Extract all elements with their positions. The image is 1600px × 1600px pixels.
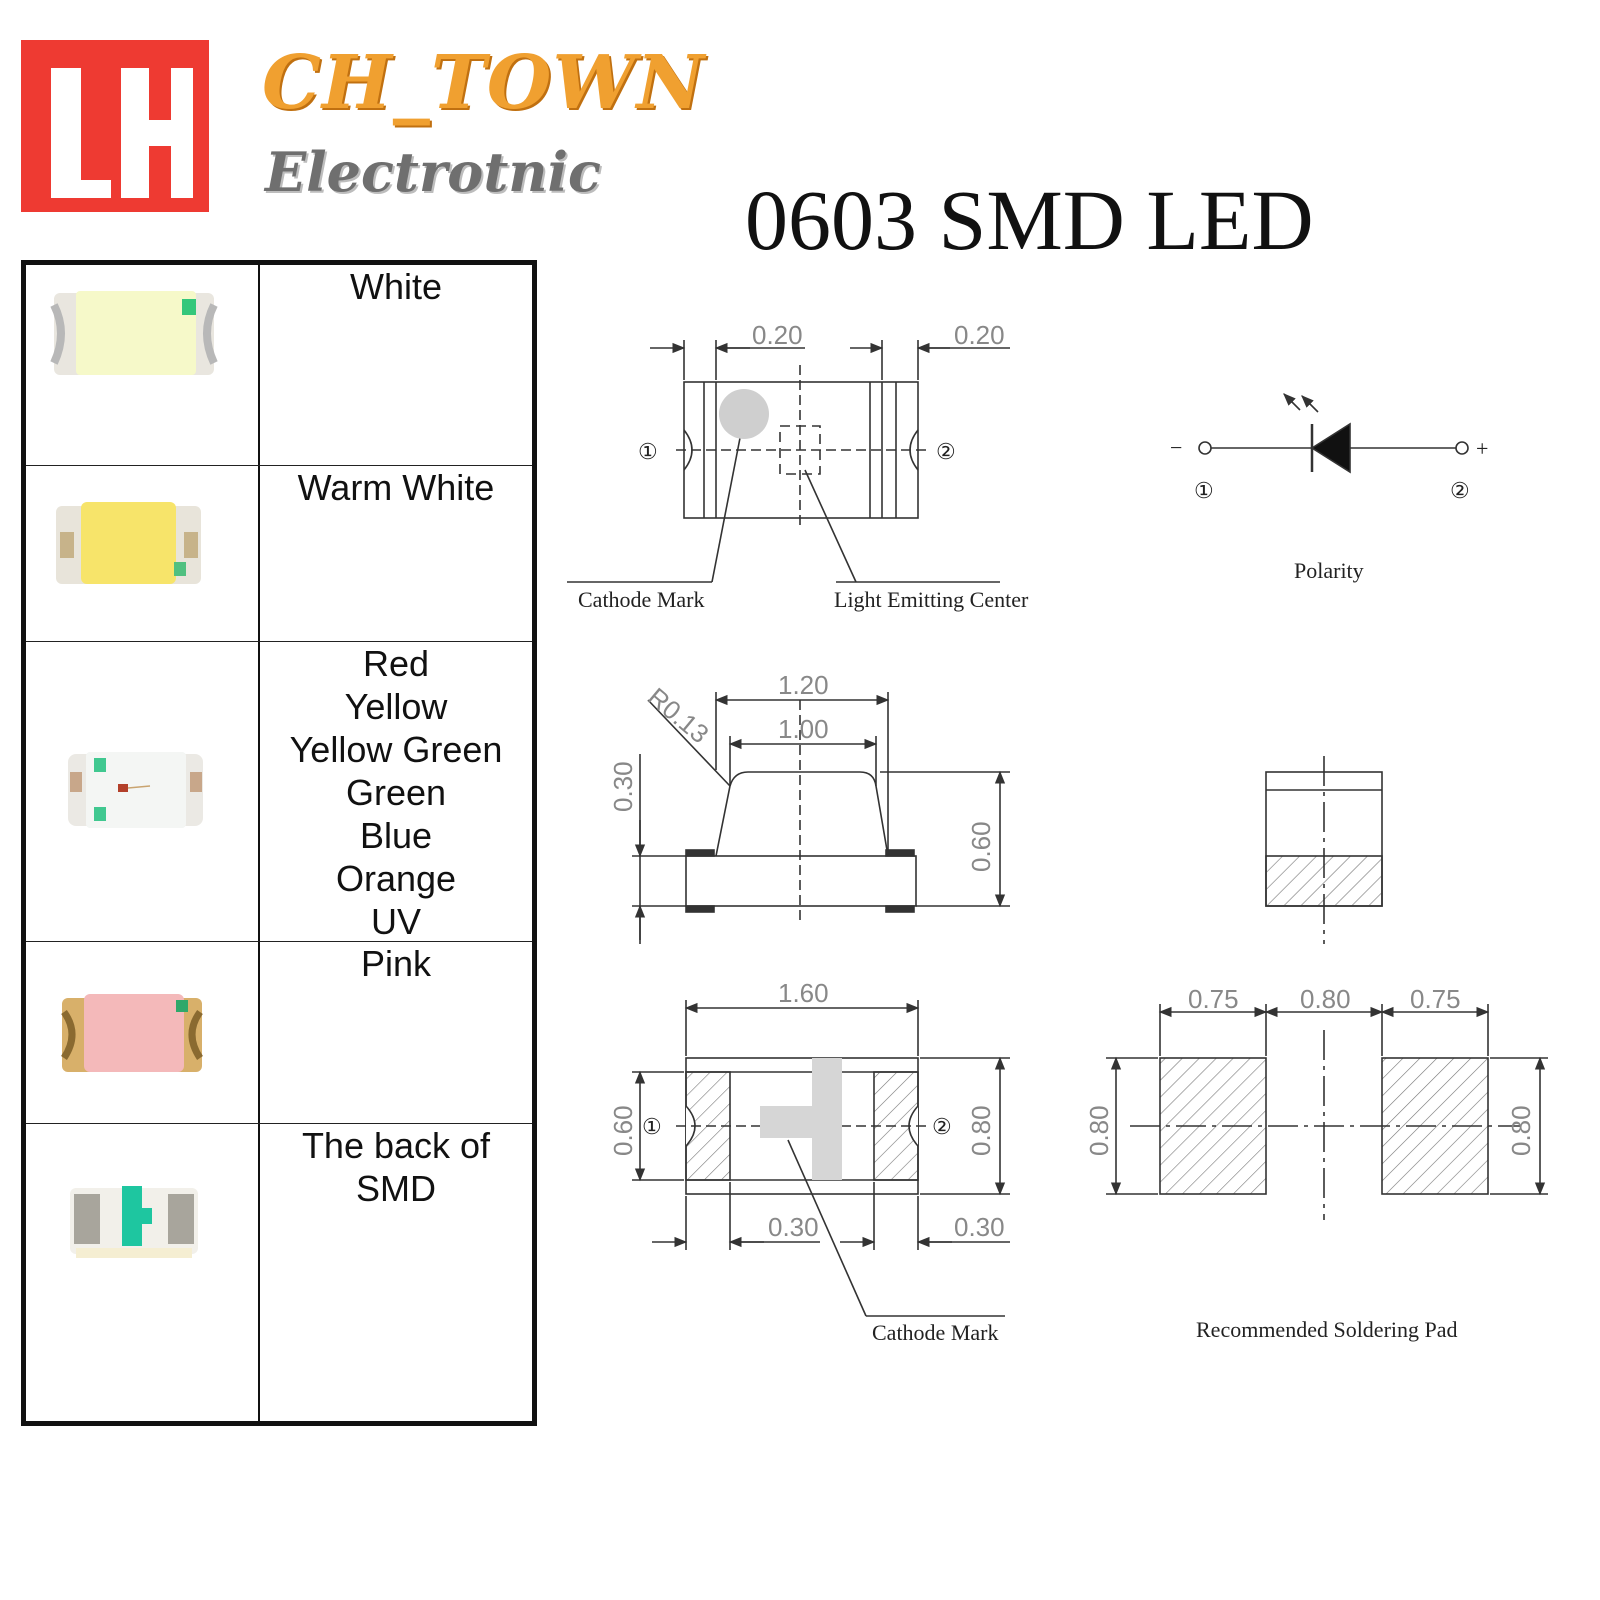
- polarity-pin-2: ②: [1450, 478, 1470, 503]
- bottom-cathode-label: Cathode Mark: [872, 1320, 999, 1345]
- color-line: Warm White: [297, 467, 495, 508]
- cathode-dot: [719, 389, 769, 439]
- brand-name: CH_TOWN: [262, 40, 706, 126]
- soldering-pad-drawing: [1106, 1004, 1548, 1220]
- end-view-drawing: [1266, 756, 1382, 944]
- cathode-mark-label: Cathode Mark: [578, 587, 705, 612]
- dim-top-right: 0.20: [954, 320, 1005, 350]
- dim-pad-height-right: 0.80: [1506, 1105, 1536, 1156]
- dim-pad-height-left: 0.80: [1084, 1105, 1114, 1156]
- polarity-pin-1: ①: [1194, 478, 1214, 503]
- brand-subtitle: Electrotnic: [265, 140, 601, 204]
- dim-lens-height: 0.30: [608, 761, 638, 812]
- dim-pad-left: 0.30: [768, 1212, 819, 1242]
- soldering-pad-label: Recommended Soldering Pad: [1196, 1317, 1458, 1342]
- color-line: White: [349, 266, 443, 307]
- dim-body-length: 1.60: [778, 978, 829, 1008]
- bottom-pin-2: ②: [932, 1114, 952, 1139]
- color-line: The back of: [301, 1125, 491, 1166]
- dim-width-inner: 1.00: [778, 714, 829, 744]
- color-line: Yellow Green: [289, 729, 503, 770]
- cathode-pad-shape: [760, 1058, 842, 1180]
- polarity-label: Polarity: [1294, 558, 1364, 583]
- color-line: Yellow: [344, 686, 448, 727]
- color-line: Green: [345, 772, 447, 813]
- bottom-pin-1: ①: [642, 1114, 662, 1139]
- polarity-plus: +: [1476, 436, 1489, 461]
- color-line: Blue: [359, 815, 433, 856]
- page-title: 0603 SMD LED: [745, 172, 1314, 268]
- dim-pad-c: 0.75: [1410, 984, 1461, 1014]
- color-line: Pink: [360, 943, 432, 984]
- dim-width-outer: 1.20: [778, 670, 829, 700]
- pin-1-label: ①: [638, 439, 658, 464]
- dim-pad-a: 0.75: [1188, 984, 1239, 1014]
- light-center-label: Light Emitting Center: [834, 587, 1029, 612]
- color-line: UV: [370, 901, 421, 942]
- dim-body-width: 0.80: [966, 1105, 996, 1156]
- color-line: Orange: [335, 858, 457, 899]
- color-line: Red: [362, 643, 430, 684]
- dim-pad-gap: 0.80: [1300, 984, 1351, 1014]
- dim-top-left: 0.20: [752, 320, 803, 350]
- dim-radius: R0.13: [642, 681, 715, 750]
- dim-pad-right: 0.30: [954, 1212, 1005, 1242]
- pin-2-label: ②: [936, 439, 956, 464]
- polarity-minus: −: [1170, 435, 1183, 460]
- color-line: SMD: [356, 1168, 436, 1209]
- dim-total-height: 0.60: [966, 821, 996, 872]
- dim-pad-height: 0.60: [608, 1105, 638, 1156]
- polarity-symbol: [1199, 394, 1468, 472]
